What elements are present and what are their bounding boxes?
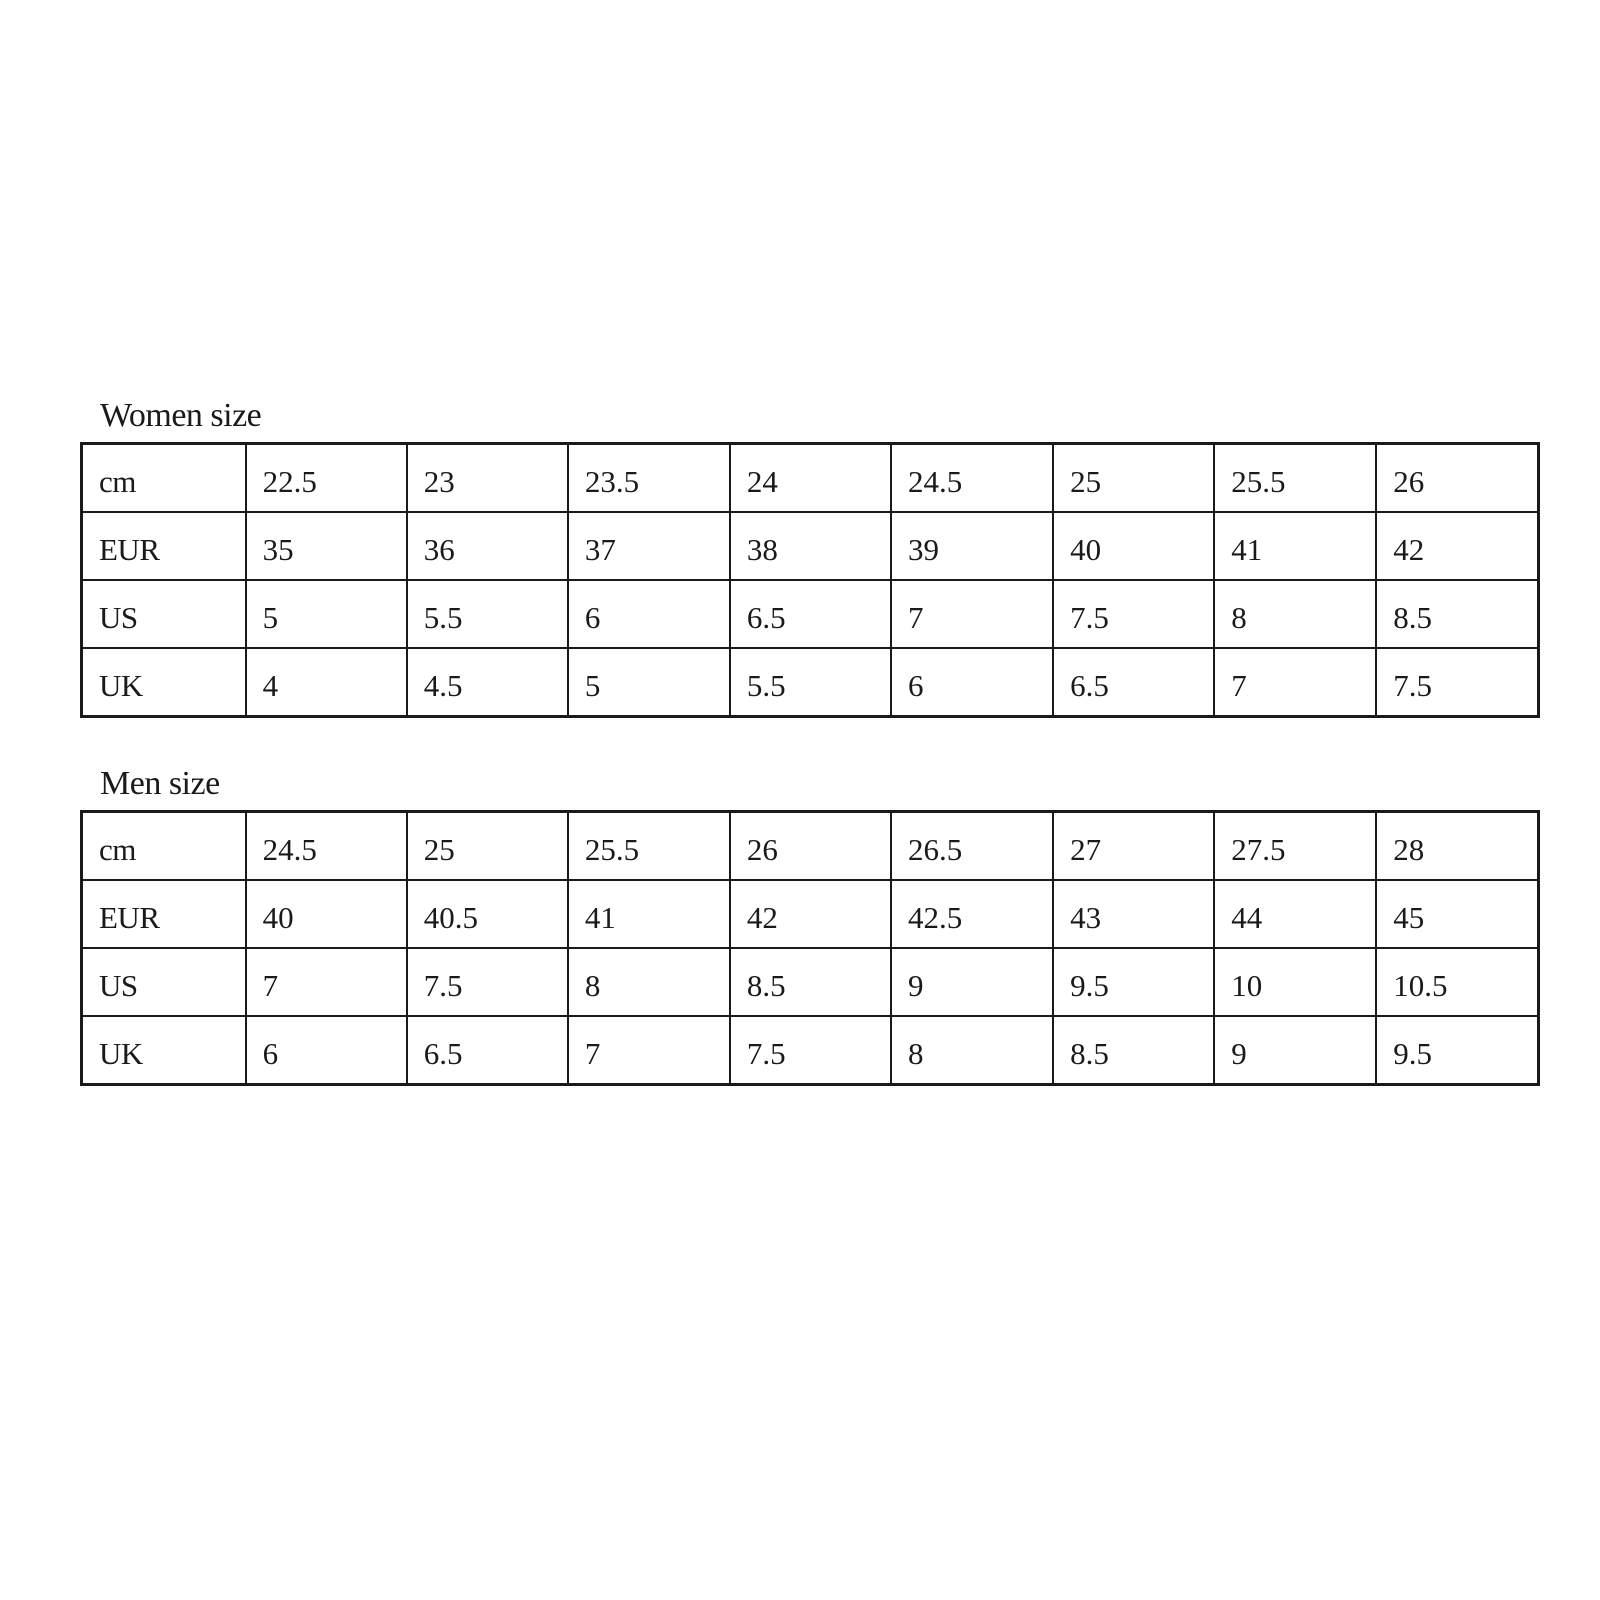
size-cell: 8.5 xyxy=(1376,580,1538,648)
size-cell: 6 xyxy=(568,580,730,648)
size-cell: 43 xyxy=(1053,880,1214,948)
men-row-cm xyxy=(82,812,1539,881)
size-cell: 5.5 xyxy=(730,648,891,717)
size-cell: 6.5 xyxy=(1053,648,1214,717)
size-cell: 6 xyxy=(891,648,1053,717)
size-cell: 42.5 xyxy=(891,880,1053,948)
size-cell: 40 xyxy=(1053,512,1214,580)
size-cell: 7.5 xyxy=(407,948,568,1016)
size-cell: 35 xyxy=(246,512,407,580)
size-cell: 8 xyxy=(891,1016,1053,1085)
size-cell: 7 xyxy=(246,948,407,1016)
size-cell: 42 xyxy=(1376,512,1538,580)
size-cell: 9 xyxy=(1214,1016,1376,1085)
men-row-uk xyxy=(82,1016,1539,1085)
size-cell: 7.5 xyxy=(1053,580,1214,648)
size-cell: 6 xyxy=(246,1016,407,1085)
size-cell: 37 xyxy=(568,512,730,580)
row-label: US xyxy=(82,948,246,1016)
row-label: UK xyxy=(82,1016,246,1085)
size-cell: 22.5 xyxy=(246,444,407,513)
women-row-us xyxy=(82,580,1539,648)
size-cell: 8.5 xyxy=(1053,1016,1214,1085)
size-cell: 40 xyxy=(246,880,407,948)
size-cell: 41 xyxy=(1214,512,1376,580)
size-cell: 44 xyxy=(1214,880,1376,948)
size-cell: 9.5 xyxy=(1053,948,1214,1016)
size-cell: 23.5 xyxy=(568,444,730,513)
size-cell: 7 xyxy=(568,1016,730,1085)
men-row-eur xyxy=(82,880,1539,948)
men-row-us xyxy=(82,948,1539,1016)
size-cell: 8.5 xyxy=(730,948,891,1016)
size-cell: 8 xyxy=(1214,580,1376,648)
size-cell: 26 xyxy=(1376,444,1538,513)
size-cell: 40.5 xyxy=(407,880,568,948)
size-cell: 10.5 xyxy=(1376,948,1538,1016)
size-cell: 24 xyxy=(730,444,891,513)
women-size-title: Women size xyxy=(100,397,262,434)
women-row-cm xyxy=(82,444,1539,513)
size-cell: 38 xyxy=(730,512,891,580)
size-cell: 6.5 xyxy=(730,580,891,648)
size-cell: 7 xyxy=(891,580,1053,648)
row-label: cm xyxy=(82,444,246,513)
row-label: UK xyxy=(82,648,246,717)
row-label: EUR xyxy=(82,512,246,580)
size-cell: 5 xyxy=(246,580,407,648)
size-cell: 8 xyxy=(568,948,730,1016)
men-size-title: Men size xyxy=(100,765,220,802)
size-cell: 25 xyxy=(1053,444,1214,513)
row-label: cm xyxy=(82,812,246,881)
size-cell: 45 xyxy=(1376,880,1538,948)
row-label: US xyxy=(82,580,246,648)
size-cell: 36 xyxy=(407,512,568,580)
size-cell: 25 xyxy=(407,812,568,881)
men-size-section xyxy=(80,764,1540,1086)
size-cell: 27 xyxy=(1053,812,1214,881)
size-cell: 4 xyxy=(246,648,407,717)
size-cell: 6.5 xyxy=(407,1016,568,1085)
size-cell: 39 xyxy=(891,512,1053,580)
size-cell: 7.5 xyxy=(1376,648,1538,717)
size-cell: 24.5 xyxy=(246,812,407,881)
size-cell: 23 xyxy=(407,444,568,513)
size-cell: 24.5 xyxy=(891,444,1053,513)
men-size-table xyxy=(80,810,1540,1086)
size-cell: 5 xyxy=(568,648,730,717)
size-cell: 7.5 xyxy=(730,1016,891,1085)
size-cell: 28 xyxy=(1376,812,1538,881)
size-cell: 25.5 xyxy=(568,812,730,881)
women-row-eur xyxy=(82,512,1539,580)
women-row-uk xyxy=(82,648,1539,717)
size-cell: 5.5 xyxy=(407,580,568,648)
size-cell: 26 xyxy=(730,812,891,881)
size-cell: 41 xyxy=(568,880,730,948)
size-cell: 27.5 xyxy=(1214,812,1376,881)
size-cell: 4.5 xyxy=(407,648,568,717)
size-cell: 10 xyxy=(1214,948,1376,1016)
row-label: EUR xyxy=(82,880,246,948)
size-cell: 9 xyxy=(891,948,1053,1016)
size-cell: 42 xyxy=(730,880,891,948)
size-cell: 9.5 xyxy=(1376,1016,1538,1085)
women-size-section xyxy=(80,396,1540,718)
size-cell: 25.5 xyxy=(1214,444,1376,513)
size-cell: 7 xyxy=(1214,648,1376,717)
size-cell: 26.5 xyxy=(891,812,1053,881)
women-size-table xyxy=(80,442,1540,718)
